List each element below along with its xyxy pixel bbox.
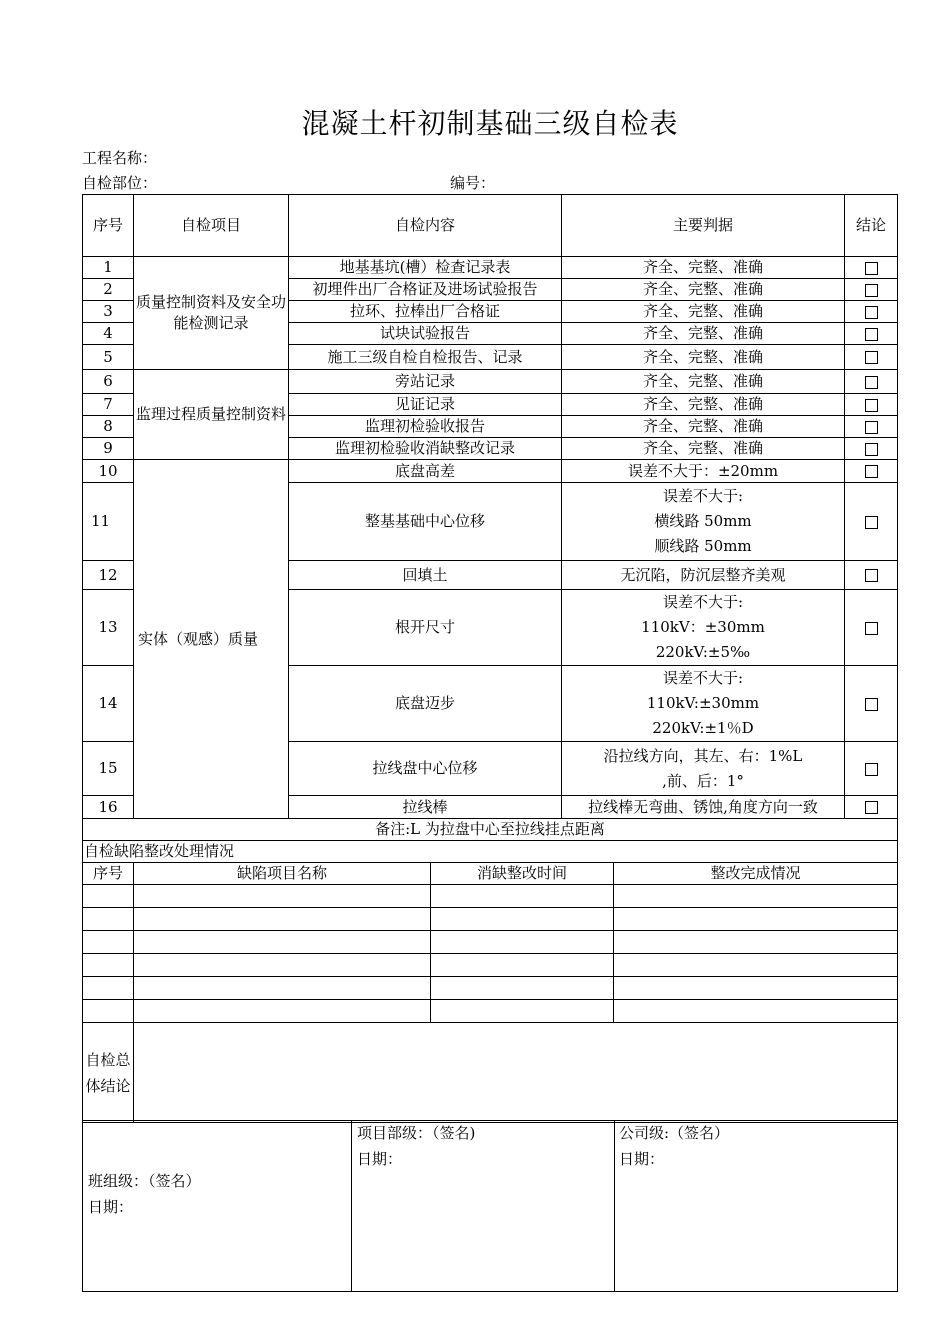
conclusion-checkbox[interactable] [845,345,898,370]
row-basis [562,742,845,796]
defect-empty-row [83,931,898,954]
conclusion-checkbox[interactable] [845,257,898,279]
defect-header-row [83,863,898,885]
row-seq: 3 [83,301,134,323]
basis-line: 误差不大于: [662,487,744,505]
row-basis: 误差不大于：±20mm [562,460,845,483]
row-seq: 13 [83,590,134,666]
row-basis: 齐全、完整、准确 [562,279,845,301]
basis-line: 220kV:±1％D [652,719,754,737]
table-row [83,257,898,279]
overall-conclusion-text: 自检总体结论 [85,1050,131,1095]
row-content: 根开尺寸 [289,590,562,666]
row-content: 拉线棒 [289,796,562,819]
row-content: 回填土 [289,561,562,590]
row-seq: 11 [83,483,134,561]
note: 备注:L 为拉盘中心至拉线挂点距离 [83,819,898,841]
row-basis: 齐全、完整、准确 [562,257,845,279]
row-content: 监理初检验收消缺整改记录 [289,438,562,460]
conclusion-checkbox[interactable] [845,438,898,460]
note-row [83,819,898,841]
row-basis [562,666,845,742]
row-basis: 齐全、完整、准确 [562,370,845,394]
conclusion-checkbox[interactable] [845,460,898,483]
defect-header-time: 消缺整改时间 [431,863,614,885]
row-content: 地基基坑(槽）检查记录表 [289,257,562,279]
header-conclusion: 结论 [845,195,898,257]
row-content: 拉线盘中心位移 [289,742,562,796]
basis-line: ,前、后：1° [662,771,744,790]
group-supervision-docs: 监理过程质量控制资料 [134,370,289,460]
row-basis: 齐全、完整、准确 [562,323,845,345]
row-seq: 7 [83,394,134,416]
row-basis: 齐全、完整、准确 [562,416,845,438]
row-content: 底盘高差 [289,460,562,483]
defect-header-seq: 序号 [83,863,134,885]
basis-line: 横线路 50mm [654,512,752,530]
row-content: 初埋件出厂合格证及进场试验报告 [289,279,562,301]
conclusion-checkbox[interactable] [845,394,898,416]
project-signature-label: 项目部级：（签名) [357,1124,476,1142]
basis-line: 误差不大于: [662,593,744,611]
row-seq: 10 [83,460,134,483]
team-signature-label: 班组级：（签名） [88,1172,201,1190]
signature-table [82,1120,898,1292]
defect-empty-row [83,885,898,908]
row-basis: 齐全、完整、准确 [562,438,845,460]
basis-line: 沿拉线方向，其左、右：1%L [603,746,803,765]
defect-empty-row [83,954,898,977]
row-content: 旁站记录 [289,370,562,394]
table-row [83,370,898,394]
page-title: 混凝土杆初制基础三级自检表 [301,107,679,140]
row-seq: 1 [83,257,134,279]
company-signature [619,1120,729,1172]
defect-section-title: 自检缺陷整改处理情况 [83,841,898,863]
defect-section-row [83,841,898,863]
project-signature [357,1120,475,1172]
defect-empty-row [83,908,898,931]
conclusion-checkbox[interactable] [845,561,898,590]
overall-conclusion-row [83,1023,898,1123]
basis-line: 110kV:±30mm [646,694,760,712]
number-label: 编号： [450,174,496,192]
overall-conclusion-label [83,1023,134,1123]
defect-empty-row [83,977,898,1000]
conclusion-checkbox[interactable] [845,301,898,323]
row-content: 监理初检验收报告 [289,416,562,438]
row-seq: 8 [83,416,134,438]
group-physical-quality: 实体（观感）质量 [134,460,289,819]
row-basis: 拉线棒无弯曲、锈蚀,角度方向一致 [562,796,845,819]
company-date-label: 日期： [619,1150,665,1168]
row-seq: 16 [83,796,134,819]
basis-line: 220kV:±5‰ [655,643,751,661]
header-seq: 序号 [83,195,134,257]
row-content: 拉环、拉棒出厂合格证 [289,301,562,323]
inspection-table [82,194,898,863]
conclusion-checkbox[interactable] [845,666,898,742]
table-header-row [83,195,898,257]
table-row [83,460,898,483]
conclusion-checkbox[interactable] [845,323,898,345]
row-content: 施工三级自检自检报告、记录 [289,345,562,370]
row-seq: 6 [83,370,134,394]
company-signature-label: 公司级:（签名） [619,1124,730,1142]
basis-line: 顺线路 50mm [654,537,752,555]
conclusion-checkbox[interactable] [845,370,898,394]
row-basis [562,590,845,666]
project-date-label: 日期： [357,1150,403,1168]
row-basis: 齐全、完整、准确 [562,301,845,323]
row-seq: 9 [83,438,134,460]
row-basis: 齐全、完整、准确 [562,394,845,416]
header-basis: 主要判据 [562,195,845,257]
group-quality-docs: 质量控制资料及安全功能检测记录 [134,257,289,370]
row-seq: 4 [83,323,134,345]
row-seq: 14 [83,666,134,742]
row-seq: 15 [83,742,134,796]
header-content: 自检内容 [289,195,562,257]
row-basis [562,483,845,561]
row-basis: 无沉陷，防沉层整齐美观 [562,561,845,590]
row-content: 底盘迈步 [289,666,562,742]
row-content: 见证记录 [289,394,562,416]
conclusion-checkbox[interactable] [845,279,898,301]
defect-header-name: 缺陷项目名称 [134,863,431,885]
row-content: 试块试验报告 [289,323,562,345]
conclusion-checkbox[interactable] [845,742,898,796]
conclusion-checkbox[interactable] [845,483,898,561]
header-item: 自检项目 [134,195,289,257]
row-basis: 齐全、完整、准确 [562,345,845,370]
conclusion-checkbox[interactable] [845,796,898,819]
defect-empty-row [83,1000,898,1023]
row-seq: 2 [83,279,134,301]
conclusion-checkbox[interactable] [845,590,898,666]
team-date-label: 日期： [88,1198,134,1216]
team-signature [88,1168,201,1220]
basis-line: 误差不大于: [662,669,744,687]
conclusion-checkbox[interactable] [845,416,898,438]
row-content: 整基基础中心位移 [289,483,562,561]
inspection-part-label: 自检部位： [82,174,158,192]
defect-table [82,862,898,1123]
basis-line: 110kV：±30mm [641,618,765,636]
overall-conclusion-field[interactable] [134,1023,898,1123]
project-name-label: 工程名称： [82,149,158,167]
row-seq: 12 [83,561,134,590]
row-seq: 5 [83,345,134,370]
defect-header-status: 整改完成情况 [614,863,898,885]
